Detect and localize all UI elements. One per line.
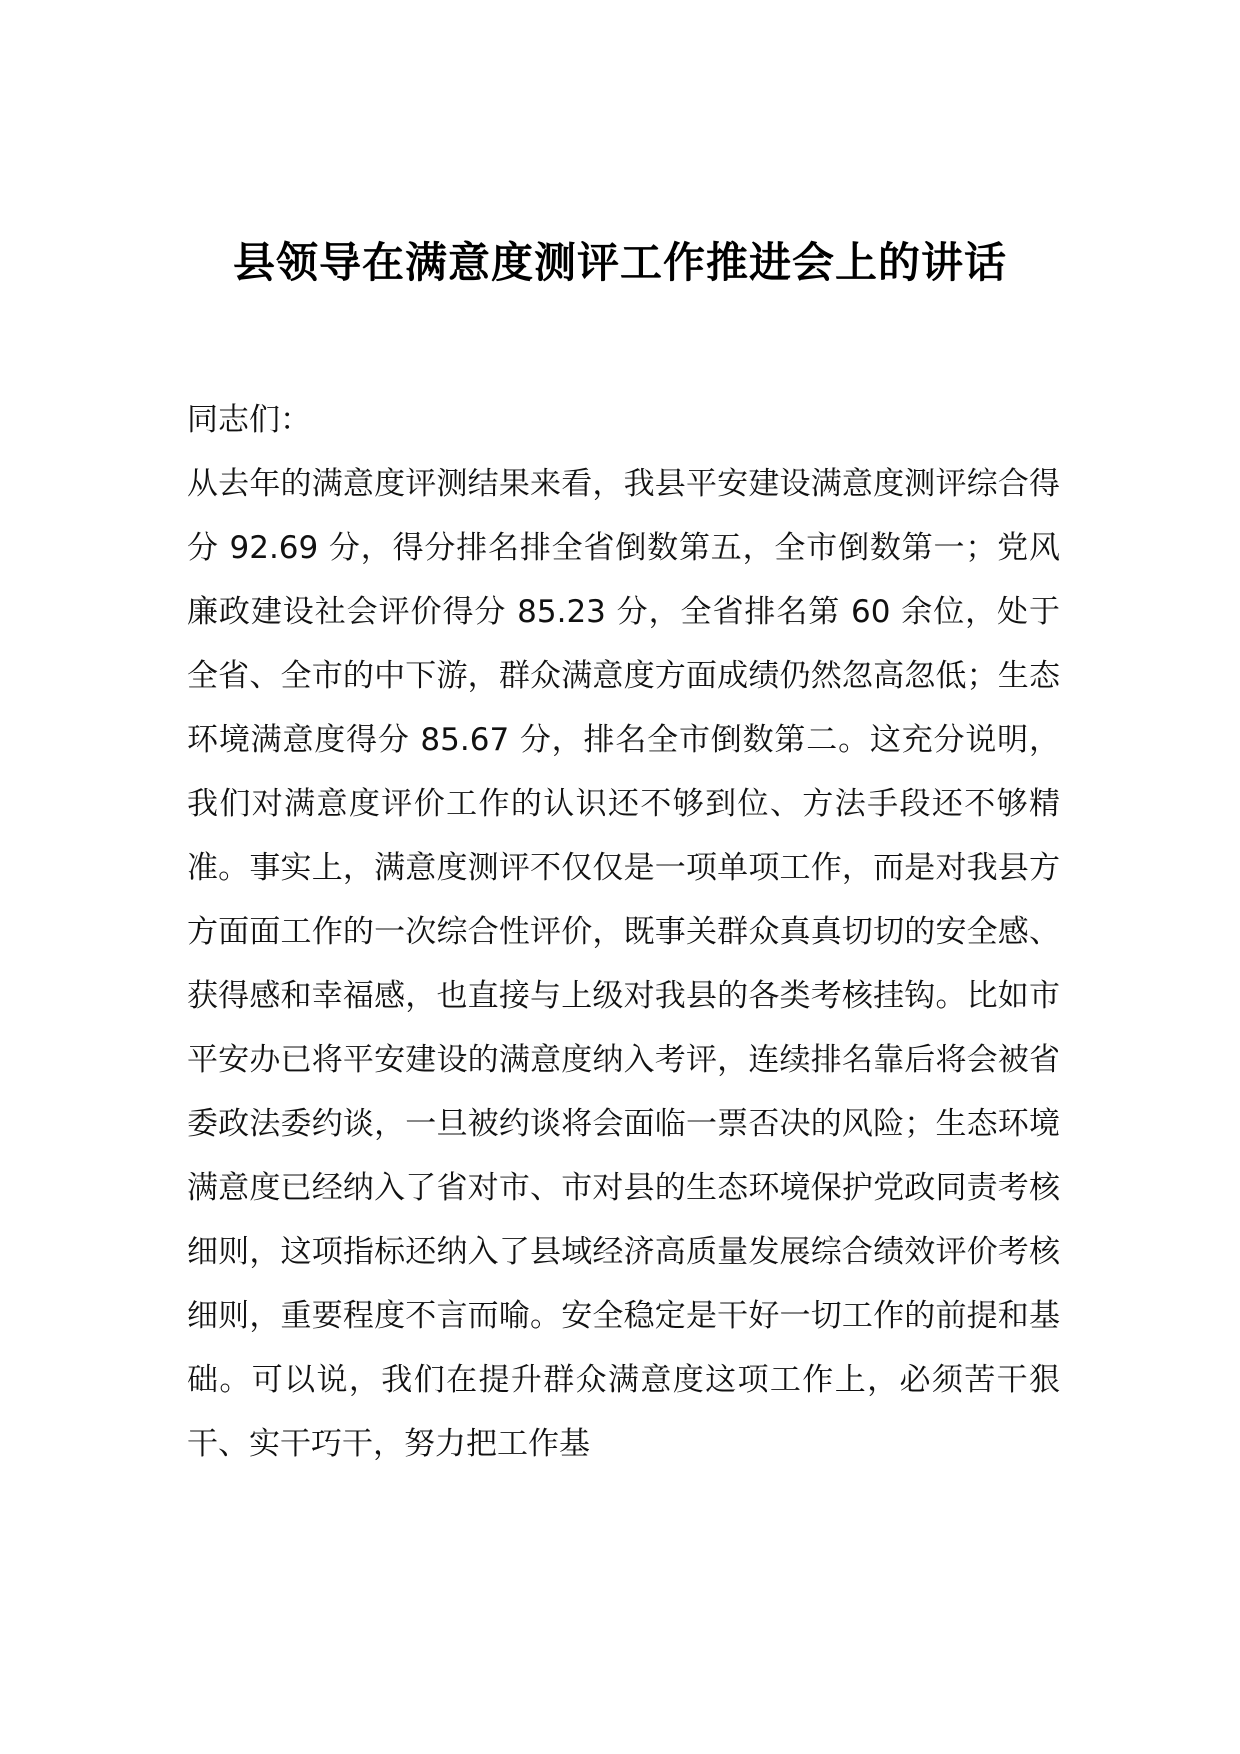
body-paragraph: 从去年的满意度评测结果来看，我县平安建设满意度测评综合得分 92.69 分，得分排名排全省倒数第五，全市倒数第一；党风廉政建设社会评价得分 85.23 分，全省排名第 60 余位，处于全省、全市的中下游，群众满意度方面成绩仍然忽高忽低；生态环境满意度得分 85.67 分，排名全市倒数第二。这充分说明，我们对满意度评价工作的认识还不够到位、方法手段还不够精准。事实上，满意度测评不仅仅是一项单项工作，而是对我县方方面面工作的一次综合性评价，既事关群众真真切切的安全感、获得感和幸福感，也直接与上级对我县的各类考核挂钩。比如市平安办已将平安建设的满意度纳入考评，连续排名靠后将会被省委政法委约谈，一旦被约谈将会面临一票否决的风险；生态环境满意度已经纳入了省对市、市对县的生态环境保护党政同责考核细则，这项指标还纳入了县域经济高质量发展综合绩效评价考核细则，重要程度不言而喻。安全稳定是干好一切工作的前提和基础。可以说，我们在提升群众满意度这项工作上，必须苦干狠干、实干巧干，努力把工作基 [187, 466, 1060, 1462]
document-title: 县领导在满意度测评工作推进会上的讲话 [232, 238, 1007, 288]
document-body [187, 388, 1060, 1476]
salutation: 同志们： [187, 402, 311, 438]
